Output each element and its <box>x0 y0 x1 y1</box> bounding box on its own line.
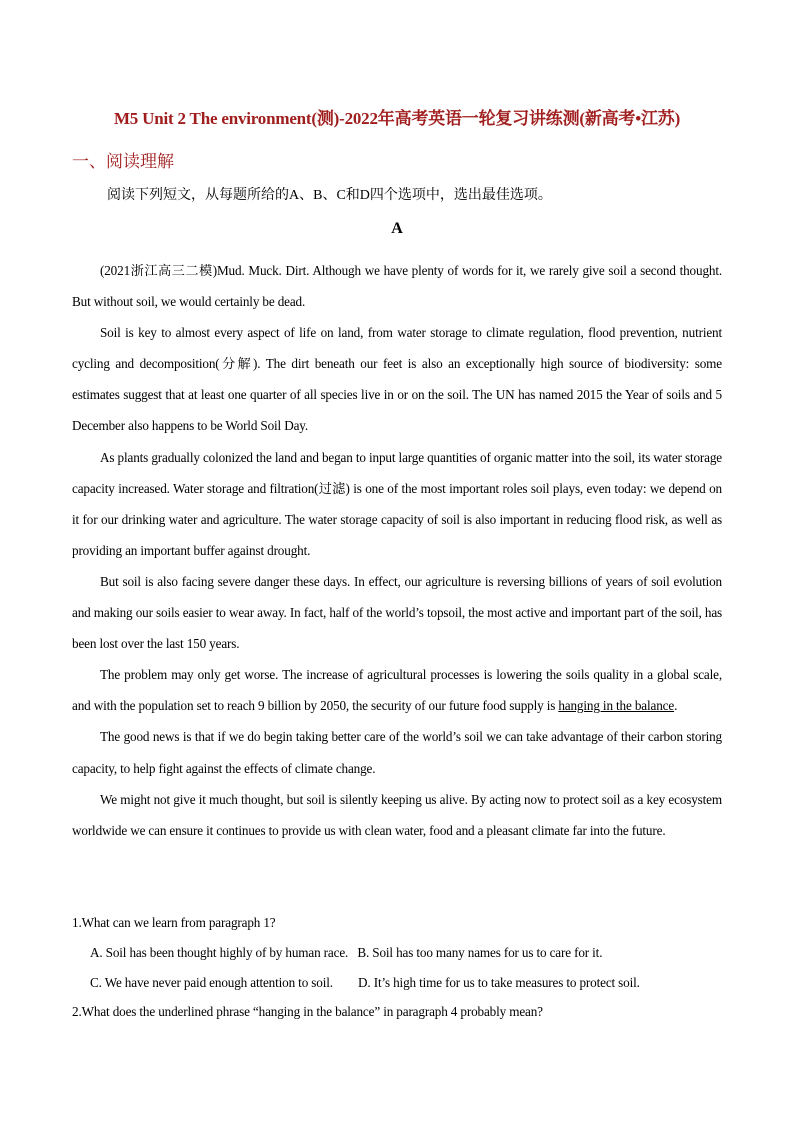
reading-instructions: 阅读下列短文，从每题所给的A、B、C和D四个选项中，选出最佳选项。 <box>107 188 552 203</box>
question-1-stem: 1.What can we learn from paragraph 1? <box>72 915 276 930</box>
passage-letter: A <box>391 220 403 237</box>
paragraph-5 <box>72 659 722 721</box>
question-2-stem: 2.What does the underlined phrase “hanging in the balance” in paragraph 4 probably mean? <box>72 1004 543 1019</box>
question-1-option-d: D. It’s high time for us to take measures to protect soil. <box>358 975 640 990</box>
paragraph-5-text: The problem may only get worse. The increase of agricultural processes is lowering the soils quality in a global scale, and with the population set to reach 9 billion by 2050, the security of our future food supply is <box>72 667 722 714</box>
paragraph-1: (2021浙江高三二模)Mud. Muck. Dirt. Although we have plenty of words for it, we rarely give soil a second thought. But without soil, we would certainly be dead. <box>72 263 722 310</box>
document-title: M5 Unit 2 The environment(测)-2022年高考英语一轮复习讲练测(新高考•江苏) <box>113 109 681 128</box>
question-1-option-a: A. Soil has been thought highly of by human race. <box>90 945 349 960</box>
paragraph-3: As plants gradually colonized the land and began to input large quantities of organic matter into the soil, its water storage capacity increased. Water storage and filtration(过滤) is one of the most important roles soil plays, even today: we depend on it for our drinking water and agriculture. The water storage capacity of soil is also important in reducing flood risk, as well as providing an important buffer against drought. <box>72 449 722 558</box>
question-1-options-row-1 <box>90 945 602 961</box>
paragraph-4: But soil is also facing severe danger these days. In effect, our agriculture is reversing billions of years of soil evolution and making our soils easier to wear away. In fact, half of the world’s topsoil, the most active and important part of the soil, has been lost over the last 150 years. <box>72 573 722 652</box>
passage-text <box>72 255 722 846</box>
question-1-option-b: B. Soil has too many names for us to care for it. <box>357 945 603 960</box>
paragraph-7: We might not give it much thought, but soil is silently keeping us alive. By acting now to protect soil as a key ecosystem worldwide we can ensure it continues to provide us with clean water, food and a pleasant climate far into the future. <box>72 791 722 838</box>
paragraph-5-end: . <box>674 698 678 714</box>
underlined-phrase: hanging in the balance <box>558 698 675 714</box>
question-1-option-c: C. We have never paid enough attention to soil. <box>90 975 333 990</box>
section-heading: 一、阅读理解 <box>72 152 174 171</box>
question-1-options-row-2 <box>90 975 640 991</box>
paragraph-2: Soil is key to almost every aspect of life on land, from water storage to climate regulation, flood prevention, nutrient cycling and decomposition(分解). The dirt beneath our feet is also an exceptionally high source of biodiversity: some estimates suggest that at least one quarter of all species live in or on the soil. The UN has named 2015 the Year of soils and 5 December also happens to be World Soil Day. <box>72 325 722 434</box>
paragraph-6: The good news is that if we do begin taking better care of the world’s soil we can take advantage of their carbon storing capacity, to help fight against the effects of climate change. <box>72 729 722 776</box>
